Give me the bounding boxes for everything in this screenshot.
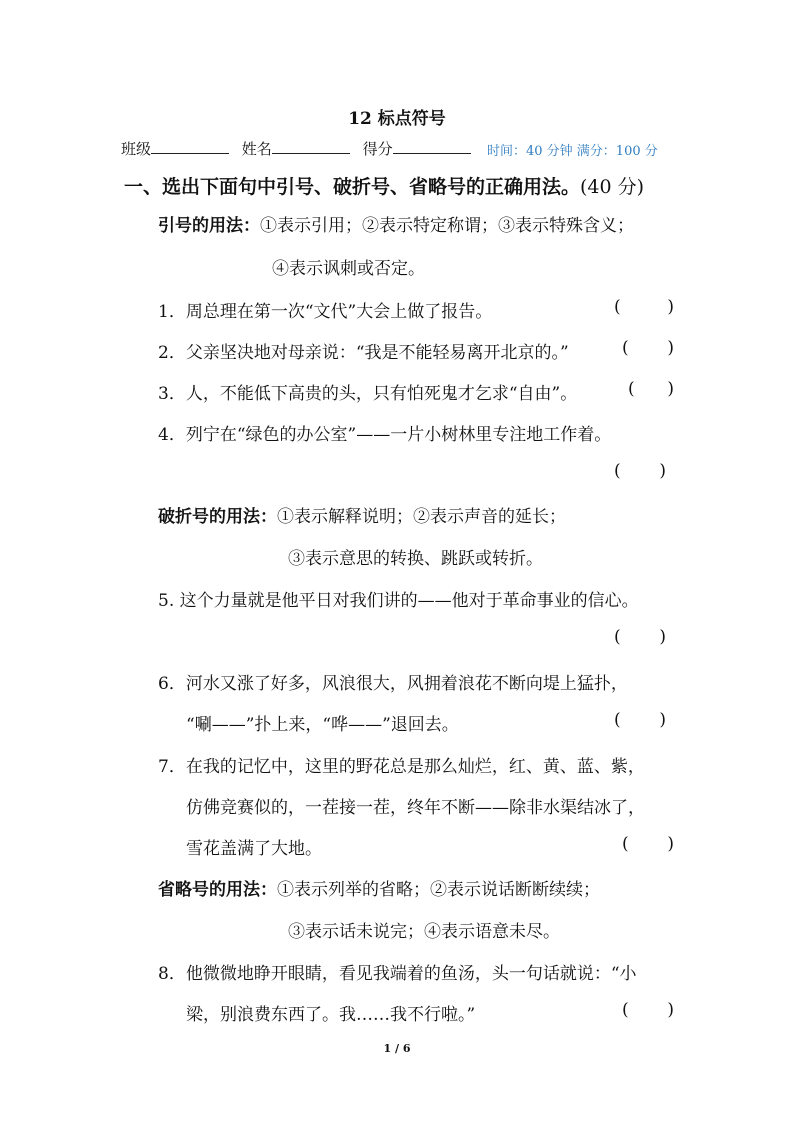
question-1: 1．周总理在第一次“文代”大会上做了报告。: [158, 302, 493, 322]
question-3: 3．人，不能低下高贵的头，只有怕死鬼才乞求“自由”。: [158, 384, 578, 404]
quote-usage-line2: ④表示讽刺或否定。: [272, 259, 425, 279]
score-blank[interactable]: [393, 138, 471, 154]
answer-box-2[interactable]: ( ): [622, 338, 674, 358]
quote-usage-label: 引号的用法：: [158, 216, 260, 236]
answer-box-7[interactable]: ( ): [622, 834, 674, 854]
class-blank[interactable]: [151, 138, 229, 154]
name-label: 姓名: [241, 140, 272, 158]
ellipsis-usage-line1: [158, 875, 600, 900]
section-points: (40 分): [580, 176, 645, 198]
class-label: 班级: [121, 140, 152, 158]
time-info: 时间：40 分钟 满分：100 分: [487, 144, 658, 159]
page-title: 12 标点符号: [348, 109, 446, 129]
quote-usage-text1: ①表示引用；②表示特定称谓；③表示特殊含义；: [260, 216, 634, 236]
answer-box-8[interactable]: ( ): [622, 1000, 674, 1020]
question-8-line2: 梁，别浪费东西了。我……我不行啦。”: [186, 1005, 476, 1025]
answer-box-6[interactable]: ( ): [614, 710, 666, 730]
question-5: 5. 这个力量就是他平日对我们讲的——他对于革命事业的信心。: [158, 591, 639, 611]
question-4: 4．列宁在“绿色的办公室”——一片小树林里专注地工作着。: [158, 425, 612, 445]
name-blank[interactable]: [272, 138, 350, 154]
section-heading: [124, 172, 644, 199]
section-title: 一、选出下面句中引号、破折号、省略号的正确用法。: [124, 176, 581, 198]
question-8-line1: 8．他微微地睁开眼睛，看见我端着的鱼汤，头一句话就说：“小: [158, 964, 637, 984]
ellipsis-usage-label: 省略号的用法：: [158, 880, 277, 900]
page-number: 1 / 6: [383, 1042, 411, 1055]
question-2: 2．父亲坚决地对母亲说：“我是不能轻易离开北京的。”: [158, 343, 569, 363]
ellipsis-usage-line2: ③表示话未说完；④表示语意未尽。: [288, 922, 560, 942]
dash-usage-label: 破折号的用法：: [158, 507, 277, 527]
answer-box-5[interactable]: ( ): [614, 627, 666, 647]
dash-usage-text1: ①表示解释说明；②表示声音的延长；: [277, 507, 566, 527]
score-label: 得分: [362, 140, 393, 158]
dash-usage-line1: [158, 502, 566, 527]
answer-box-3[interactable]: ( ): [628, 379, 674, 399]
answer-box-1[interactable]: ( ): [614, 297, 674, 317]
question-7-line2: 仿佛竞赛似的，一茬接一茬，终年不断——除非水渠结冰了，: [186, 798, 645, 818]
question-6-line2: “唰——”扑上来，“哗——”退回去。: [186, 715, 459, 735]
quote-usage-line1: [158, 211, 634, 236]
question-6-line1: 6．河水又涨了好多，风浪很大，风拥着浪花不断向堤上猛扑，: [158, 674, 628, 694]
question-7-line1: 7．在我的记忆中，这里的野花总是那么灿烂，红、黄、蓝、紫，: [158, 757, 645, 777]
student-info-row: [121, 138, 479, 159]
dash-usage-line2: ③表示意思的转换、跳跃或转折。: [288, 549, 543, 569]
question-7-line3: 雪花盖满了大地。: [186, 839, 322, 859]
ellipsis-usage-text1: ①表示列举的省略；②表示说话断断续续；: [277, 880, 600, 900]
answer-box-4[interactable]: ( ): [614, 461, 666, 481]
